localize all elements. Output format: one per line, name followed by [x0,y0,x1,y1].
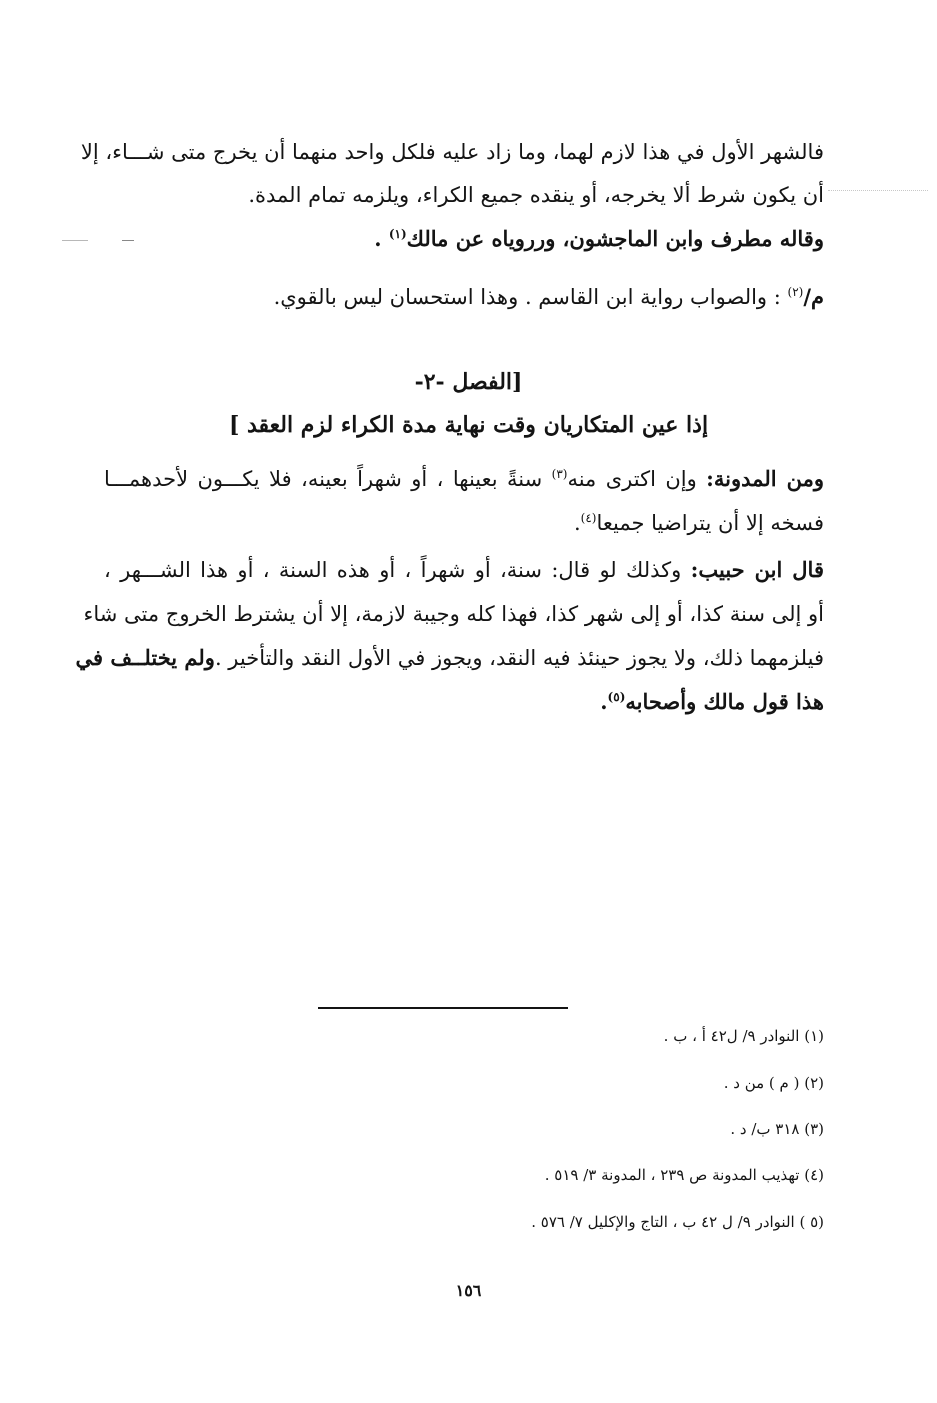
para1-text-a: وإن اكترى منه [567,467,707,491]
margin-note-text: : والصواب رواية ابن القاسم . وهذا استحسان ليس بالقوي. [273,285,788,309]
scan-mark-left [62,240,88,241]
para2-lead: قال ابن حبيب: [690,557,824,582]
para1-line-1 [104,464,824,494]
footnote-4: (٤) تهذيب المدونة ص ٢٣٩ ، المدونة ٣/ ٥١٩ . [544,1166,824,1184]
section-subheading: إذا عين المتكاريان وقت نهاية مدة الكراء لزم العقد ] [228,412,709,438]
para2-line-1 [104,555,824,585]
para2-line-2: أو إلى سنة كذا، أو إلى شهر كذا، فهذا كله وجيبة لازمة، إلا أن يشترط الخروج متى شاء [83,602,824,626]
footnote-5: (٥ ) النوادر ٩/ ل ٤٢ ب ، التاج والإكليل ٧/ ٥٧٦ . [531,1213,824,1231]
para1-lead: ومن المدونة: [706,466,824,491]
footnote-ref-3: (٣) [551,467,568,481]
intro-line-1: فالشهر الأول في هذا لازم لهما، وما زاد عليه فلكل واحد منهما أن يخرج متى شـــاء، إلا [80,140,824,164]
para2-line-4 [600,687,824,717]
scan-mark-right [828,190,928,191]
para1-line-2-tail: . [573,511,581,535]
footnote-ref-2: (٢) [787,285,804,299]
footnote-separator [318,1007,568,1009]
scan-mark-left-dash [122,240,134,241]
footnote-1: (١) النوادر ٩/ ل٤٢ أ ، ب . [663,1027,824,1045]
intro-line-4 [274,282,824,312]
intro-line-2: أن يكون شرط ألا يخرجه، أو ينقده جميع الكراء، ويلزمه تمام المدة. [248,183,824,207]
footnote-ref-5: (٥) [607,690,626,704]
para2-line-4-bold: هذا قول مالك وأصحابه [625,689,824,714]
para1-line-2-text: فسخه إلا أن يتراضيا جميعا [596,511,824,535]
section-heading: [الفصل -٢- [414,369,523,395]
margin-note-prefix: م/ [803,284,824,309]
para2-line-3 [75,643,824,673]
para1-line-2 [574,508,824,538]
intro-line-3-tail: . [374,226,389,251]
intro-line-3-text: وقاله مطرف وابن الماجشون، ورروياه عن مالك [406,226,824,251]
footnote-ref-1: (١) [388,227,407,241]
footnote-2: (٢) ( م ) من د . [723,1074,824,1092]
para1-text-b: سنةً بعينها ، أو شهراً بعينه، فلا يكـــون لأحدهمـــا [104,467,552,491]
para2-line-3-text: فيلزمهما ذلك، ولا يجوز حينئذ فيه النقد، ويجوز في الأول النقد والتأخير . [214,646,824,670]
para2-line-3-bold: ولم يختلــف في [75,645,215,670]
footnote-3: (٣) ٣١٨ ب/ د . [730,1120,824,1138]
footnote-ref-4: (٤) [580,511,597,525]
para2-line-1-text: وكذلك لو قال: سنة، أو شهراً ، أو هذه السنة ، أو هذا الشـــهر ، [104,558,691,582]
para2-line-4-tail: . [600,689,608,714]
page-number: ١٥٦ [455,1281,482,1300]
intro-line-3 [374,224,824,254]
